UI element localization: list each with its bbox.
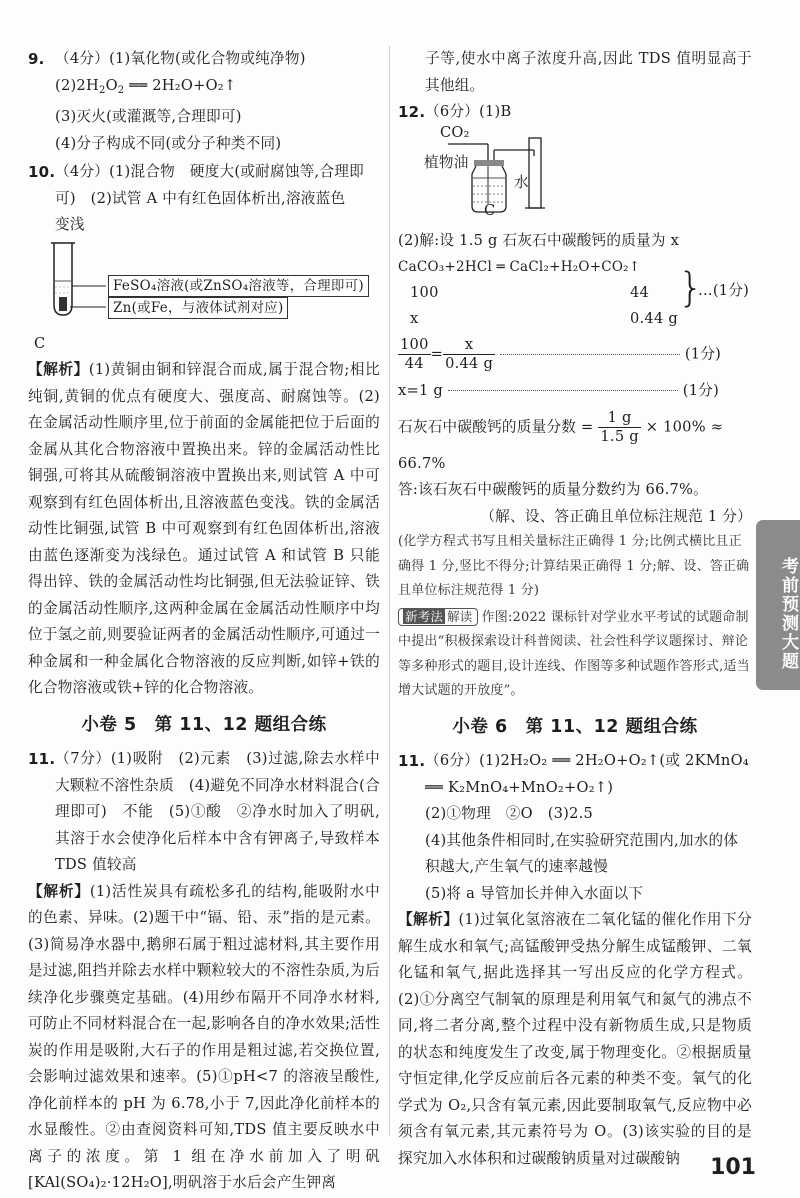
test-tube-figure bbox=[24, 239, 380, 331]
water-label: 水 bbox=[514, 173, 529, 191]
equation-block: CaCO₃+2HCl ═ CaCl₂+H₂O+CO₂↑ 100 44 x 0.44 g } …(1分) bbox=[398, 254, 752, 336]
answer-line: (2)①物理 ②O (3)2.5 bbox=[425, 805, 594, 822]
score: (1分) bbox=[682, 382, 720, 399]
solution-line: (2)解:设 1.5 g 石灰石中碳酸钙的质量为 x bbox=[398, 231, 680, 249]
gas-collection-figure bbox=[424, 123, 752, 222]
question-number: 9. bbox=[28, 50, 45, 68]
answer-line: (4)其他条件相同时,在实验研究范围内,加水的体积越大,产生氧气的速率越慢 bbox=[425, 831, 739, 875]
answer-line: 变浅 bbox=[55, 216, 85, 233]
right-column bbox=[398, 46, 752, 1172]
score: (1分) bbox=[684, 345, 722, 363]
percentage-value: 66.7% bbox=[398, 454, 446, 472]
answer-line: (4)分子构成不同(或分子种类不同) bbox=[55, 134, 282, 152]
section-title: 小卷 6 第 11、12 题组合练 bbox=[452, 716, 698, 737]
question-11 bbox=[28, 746, 380, 879]
question-11-set6 bbox=[398, 748, 752, 907]
percentage-line: 石灰石中碳酸钙的质量分数 = $\frac{1 g}{1.5 g}$ × 100% ≈ bbox=[398, 408, 724, 445]
figure-label: C bbox=[34, 334, 46, 352]
result-line: x=1 g (1分) bbox=[398, 382, 720, 399]
answer-line: (5)将 a 导管加长并伸入水面以下 bbox=[425, 884, 644, 902]
answer-line: 可) (2)试管 A 中有红色固体析出,溶液蓝色 bbox=[55, 189, 346, 207]
test-tube-icon bbox=[48, 241, 108, 321]
question-number: 11. bbox=[398, 752, 426, 770]
co2-label: CO₂ bbox=[440, 123, 470, 141]
continued-text: 子等,使水中离子浓度升高,因此 TDS 值明显高于其他组。 bbox=[425, 50, 752, 94]
metal-label: Zn(或Fe，与液体试剂对应) bbox=[108, 297, 288, 319]
catalyst-condition: ══ bbox=[552, 752, 571, 769]
new-method-tip: 新考法 解读 作图:2022 课标针对学业水平考试的试题命制中提出“积极探索设计科普阅读、社会性科学议题探讨、辩论等多种形式的题目,设计连线、作图等多种试题作答形式,适当增大试题的开放度”。 bbox=[398, 608, 750, 698]
equation-line: ══ K₂MnO₄+MnO₂+O₂↑) bbox=[425, 775, 752, 802]
equation-line: $(2)2H_2O_2$ ══ 2H₂O+O₂↑ bbox=[55, 73, 380, 105]
analysis-tag: 【解析】 bbox=[398, 911, 459, 928]
left-column bbox=[28, 46, 380, 1197]
analysis-tag: 【解析】 bbox=[28, 882, 90, 900]
figure-label: C bbox=[484, 201, 496, 219]
heat-condition: ══ bbox=[425, 778, 444, 796]
question-number: 10. bbox=[28, 163, 56, 181]
question-9 bbox=[28, 46, 380, 157]
oil-label: 植物油 bbox=[424, 153, 469, 171]
answer-line: （4分）(1)氧化物(或化合物或纯净物) bbox=[55, 50, 306, 67]
ratio-line: $\frac{100}{44}$ = $\frac{x}{0.44 g}$ (1分) bbox=[400, 336, 722, 372]
answer-line: 答:该石灰石中碳酸钙的质量分数约为 66.7%。 bbox=[398, 481, 709, 498]
column-divider bbox=[389, 46, 390, 1136]
analysis-11: 【解析】(1)活性炭具有疏松多孔的结构,能吸附水中的色素、异味。(2)题干中“镉、铅、汞”指的是元素。(3)简易净水器中,鹅卵石属于粗过滤材料,其主要作用是过滤,阻挡并除去水样中颗粒较大的不溶性杂质,为后续净化步骤奠定基础。(4)用纱布隔开不同净水材料,可防止不同材料混合在一起,影响各自的净水效果;活性炭的作用是吸附,大石子的作用是粗过滤,若交换位置,会影响过滤效果和速率。(5)①pH<7 的溶液呈酸性,净化前样本的 pH 为 6.78,小于 7,因此净化前样本的水显酸性。②由查阅资料可知,TDS 值主要反映水中离子的浓度。第 1 组在净水前加入了明矾[KAl(SO₄)₂·12H₂O],明矾溶于水后会产生钾离 bbox=[28, 882, 380, 1191]
question-number: 11. bbox=[28, 750, 56, 768]
molar-mass-caco3: 100 bbox=[410, 284, 439, 301]
answer-line: （4分）(1)混合物 硬度大(或耐腐蚀等,合理即 bbox=[55, 163, 364, 180]
question-number: 12. bbox=[398, 103, 426, 121]
molar-mass-co2: 44 bbox=[630, 284, 650, 301]
analysis-tag: 【解析】 bbox=[28, 361, 89, 378]
equation-line: （6分）(1)2H₂O₂ ══ 2H₂O+O₂↑(或 2KMnO₄ bbox=[425, 748, 752, 775]
scoring-rule: (化学方程式书写且相关量标注正确得 1 分;比例式横比且正确得 1 分,竖比不得分;计算结果正确得 1 分;解、设、答正确且单位标注规范得 1 分) bbox=[398, 534, 750, 598]
co2-mass: 0.44 g bbox=[630, 310, 678, 327]
question-10 bbox=[28, 159, 380, 239]
page-number: 101 bbox=[710, 1155, 756, 1180]
score: …(1分) bbox=[698, 282, 750, 299]
answer-note: （解、设、答正确且单位标注规范 1 分） bbox=[480, 507, 752, 525]
answer-block: （7分）(1)吸附 (2)元素 (3)过滤,除去水样中大颗粒不溶性杂质 (4)避免不同净水材料混合(合理即可) 不能 (5)①酸 ②净水时加入了明矾,其溶于水会使净化后样本中含有钾离子,导致样本 TDS 值较高 bbox=[55, 750, 380, 873]
analysis-11-set6: 【解析】(1)过氧化氢溶液在二氧化锰的催化作用下分解生成水和氧气;高锰酸钾受热分解生成锰酸钾、二氧化锰和氧气,据此选择其一写出反应的化学方程式。(2)①分离空气制氧的原理是利用氧气和氮气的沸点不同,将二者分离,整个过程中没有新物质生成,只是物质的状态和纯度发生了改变,属于物理变化。②根据质量守恒定律,化学反应前后各元素的种类不变。氧气的化学式为 O₂,只含有氧元素,因此要制取氧气,反应物中必须含有氧元素,其元素符号为 O。(3)该实验的目的是探究加入水体积和过碳酸钠质量对过碳酸钠 bbox=[398, 911, 752, 1167]
section-title: 小卷 5 第 11、12 题组合练 bbox=[81, 714, 327, 735]
answer-line: （6分）(1)B bbox=[425, 103, 512, 120]
answer-line: (3)灭火(或灌溉等,合理即可) bbox=[55, 108, 242, 125]
analysis-10: 【解析】(1)黄铜由铜和锌混合而成,属于混合物;相比纯铜,黄铜的优点有硬度大、强度高、耐腐蚀等。(2)在金属活动性顺序里,位于前面的金属能把位于后面的金属从其化合物溶液中置换出来。锌的金属活动性比铜强,可将其从硫酸铜溶液中置换出来,则试管 A 中可观察到有红色固体析出,且溶液蓝色变浅。铁的金属活动性比铜强,试管 B 中可观察到有红色固体析出,溶液由蓝色逐渐变为浅绿色。通过试管 A 和试管 B 只能得出锌、铁的金属活动性均比铜强,但无法验证锌、铁的金属活动性顺序,这两种金属在金属活动性顺序中均位于氢之前,则要验证两者的金属活动性顺序,可通过一种金属和一种金属化合物溶液的反应判断,如锌+铁的化合物溶液或铁+锌的化合物溶液。 bbox=[28, 361, 380, 696]
chapter-side-tab: 考前预测大题 bbox=[756, 520, 800, 690]
solution-label: FeSO₄溶液(或ZnSO₄溶液等，合理即可) bbox=[108, 275, 369, 297]
reaction-equation: CaCO₃+2HCl ═ CaCl₂+H₂O+CO₂↑ bbox=[398, 259, 641, 275]
new-method-badge: 新考法 解读 bbox=[398, 608, 478, 626]
catalyst-condition: ══ bbox=[129, 76, 148, 94]
unknown-x: x bbox=[410, 310, 419, 327]
